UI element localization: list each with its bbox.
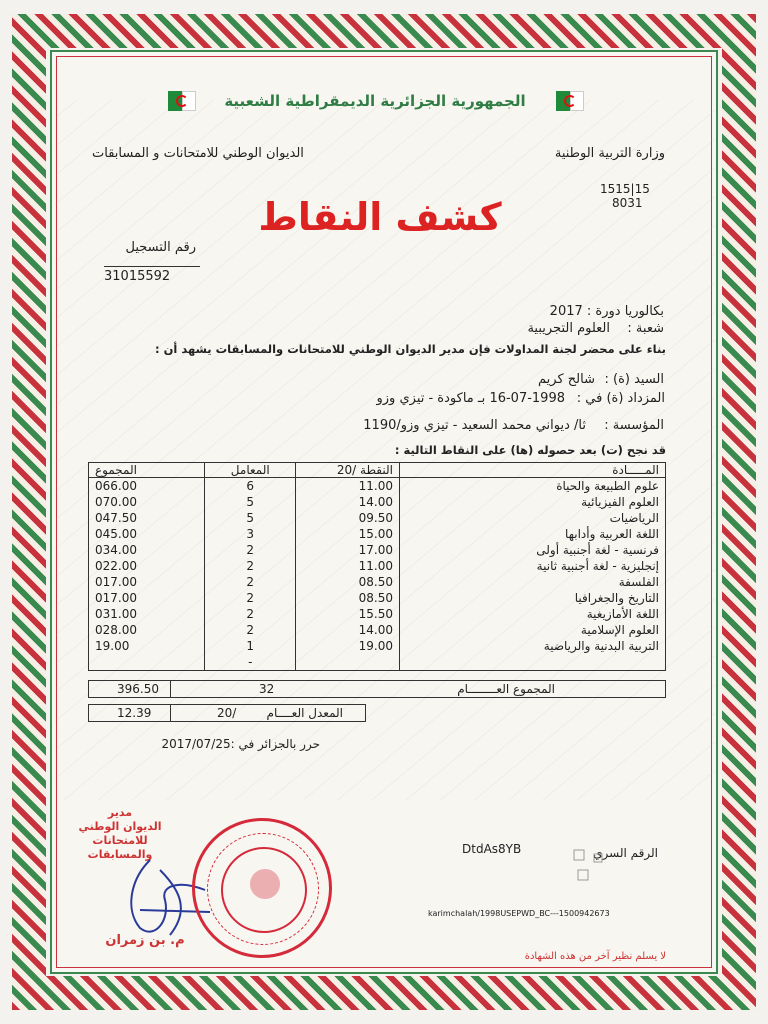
total-cell: 047.50 <box>89 510 205 526</box>
issue-date: حرر بالجزائر في :2017/07/25 <box>161 737 320 751</box>
total-cell: 017.00 <box>89 590 205 606</box>
subject-cell: الرياضيات <box>399 510 665 526</box>
passed-line: قد نجح (ت) بعد حصوله (ها) على النقاط التالية : <box>394 443 666 457</box>
subject-cell: العلوم الفيزيائية <box>399 494 665 510</box>
grade-cell <box>296 654 400 671</box>
grade-cell: 11.00 <box>296 558 400 574</box>
coefficient-cell: 2 <box>205 622 296 638</box>
subject-cell: إنجليزية - لغة أجنبية ثانية <box>399 558 665 574</box>
school-value: ثا/ ديواني محمد السعيد - تيزي وزو/1190 <box>363 418 586 433</box>
subject-cell: العلوم الإسلامية <box>399 622 665 638</box>
republic-heading: الجمهورية الجزائرية الديمقراطية الشعبية <box>224 92 526 110</box>
table-row <box>89 638 666 654</box>
table-row <box>89 542 666 558</box>
grade-cell: 09.50 <box>296 510 400 526</box>
secret-code-value: DtdAs8YB <box>462 842 522 856</box>
column-header-subject: المـــــادة <box>399 463 665 478</box>
coefficient-cell: 5 <box>205 494 296 510</box>
grade-cell: 15.00 <box>296 526 400 542</box>
statement-text: بناء على محضر لجنة المداولات فإن مدير الديوان الوطني للامتحانات والمسابقات يشهد أن : <box>154 342 666 356</box>
barcode-reference: karimchalah/1998USEPWD_BC---1500942673 <box>428 909 610 918</box>
grade-cell: 08.50 <box>296 590 400 606</box>
candidate-name: شالح كريم <box>538 372 595 387</box>
director-title-line-3: للامتحانات <box>92 834 148 847</box>
office-name: الديوان الوطني للامتحانات و المسابقات <box>92 146 304 161</box>
table-row <box>89 574 666 590</box>
coefficient-cell: 2 <box>205 542 296 558</box>
table-row <box>89 510 666 526</box>
table-row <box>89 590 666 606</box>
total-cell: 19.00 <box>89 638 205 654</box>
total-row-divider <box>170 680 171 698</box>
name-label: السيد (ة) : <box>604 372 664 387</box>
coefficient-cell: 1 <box>205 638 296 654</box>
total-cell: 031.00 <box>89 606 205 622</box>
column-header-total: المجموع <box>89 463 205 478</box>
reference-number-1: 1515|15 <box>600 182 650 196</box>
column-header-coefficient: المعامل <box>205 463 296 478</box>
total-sum: 396.50 <box>117 682 159 696</box>
coefficient-cell: 2 <box>205 606 296 622</box>
document-title: كشف النقاط <box>258 195 502 239</box>
table-row <box>89 526 666 542</box>
table-header-row <box>89 463 666 478</box>
coefficient-cell: 3 <box>205 526 296 542</box>
total-cell: 034.00 <box>89 542 205 558</box>
birth-label: المزداد (ة) في : <box>576 391 665 406</box>
subject-cell <box>399 654 665 671</box>
average-label: المعدل العــــام <box>266 706 343 720</box>
director-title-line-1: مدير <box>107 806 133 819</box>
total-cell <box>89 654 205 671</box>
qr-code-mark <box>570 846 610 886</box>
coefficient-cell: 6 <box>205 478 296 495</box>
grades-table <box>88 462 666 671</box>
table-row <box>89 558 666 574</box>
grade-cell: 14.00 <box>296 622 400 638</box>
director-name: م. بن زمران <box>105 933 185 948</box>
table-row <box>89 494 666 510</box>
grade-cell: 17.00 <box>296 542 400 558</box>
subject-cell: اللغة الأمازيغية <box>399 606 665 622</box>
coefficient-cell: - <box>205 654 296 671</box>
birth-value: 16-07-1998 بـ ماكودة - تيزي وزو <box>376 391 565 406</box>
table-row <box>89 606 666 622</box>
secret-code-label: الرقم السري <box>593 846 658 860</box>
official-stamp-seal <box>192 818 332 958</box>
school-label: المؤسسة : <box>604 418 664 433</box>
grade-cell: 19.00 <box>296 638 400 654</box>
table-row <box>89 654 666 671</box>
subject-cell: التاريخ والجغرافيا <box>399 590 665 606</box>
coefficient-cell: 2 <box>205 558 296 574</box>
total-cell: 045.00 <box>89 526 205 542</box>
subject-cell: التربية البدنية والرياضية <box>399 638 665 654</box>
grade-cell: 14.00 <box>296 494 400 510</box>
grade-cell: 11.00 <box>296 478 400 495</box>
subject-cell: اللغة العربية وأدابها <box>399 526 665 542</box>
grade-cell: 08.50 <box>296 574 400 590</box>
average-scale: /20 <box>217 706 237 720</box>
column-header-grade: النقطة /20 <box>296 463 400 478</box>
director-title-line-4: والمسابقات <box>87 848 153 861</box>
table-row <box>89 622 666 638</box>
coefficient-cell: 2 <box>205 590 296 606</box>
ministry-name: وزارة التربية الوطنية <box>554 146 665 161</box>
registration-number: 31015592 <box>104 266 200 284</box>
subject-cell: الفلسفة <box>399 574 665 590</box>
total-cell: 022.00 <box>89 558 205 574</box>
footer-note: لا يسلم نظير آخر من هذه الشهادة <box>524 951 666 962</box>
branch-value: العلوم التجريبية <box>527 321 610 336</box>
average-row <box>88 704 366 722</box>
average-value: 12.39 <box>117 706 152 720</box>
average-row-divider <box>170 704 171 722</box>
subject-cell: فرنسية - لغة أجنبية أولى <box>399 542 665 558</box>
table-row <box>89 478 666 495</box>
session-line: بكالوريا دورة : 2017 <box>549 304 664 319</box>
total-row <box>88 680 666 698</box>
subject-cell: علوم الطبيعة والحياة <box>399 478 665 495</box>
total-coefficient: 32 <box>259 682 275 696</box>
director-title-line-2: الديوان الوطني <box>78 820 162 833</box>
coefficient-cell: 2 <box>205 574 296 590</box>
total-cell: 066.00 <box>89 478 205 495</box>
total-cell: 017.00 <box>89 574 205 590</box>
registration-label: رقم التسجيل <box>125 240 196 255</box>
reference-number-2: 8031 <box>612 196 643 210</box>
coefficient-cell: 5 <box>205 510 296 526</box>
total-cell: 070.00 <box>89 494 205 510</box>
branch-label: شعبة : <box>627 321 664 336</box>
grade-cell: 15.50 <box>296 606 400 622</box>
total-cell: 028.00 <box>89 622 205 638</box>
total-label: المجموع العــــــــام <box>457 682 555 696</box>
